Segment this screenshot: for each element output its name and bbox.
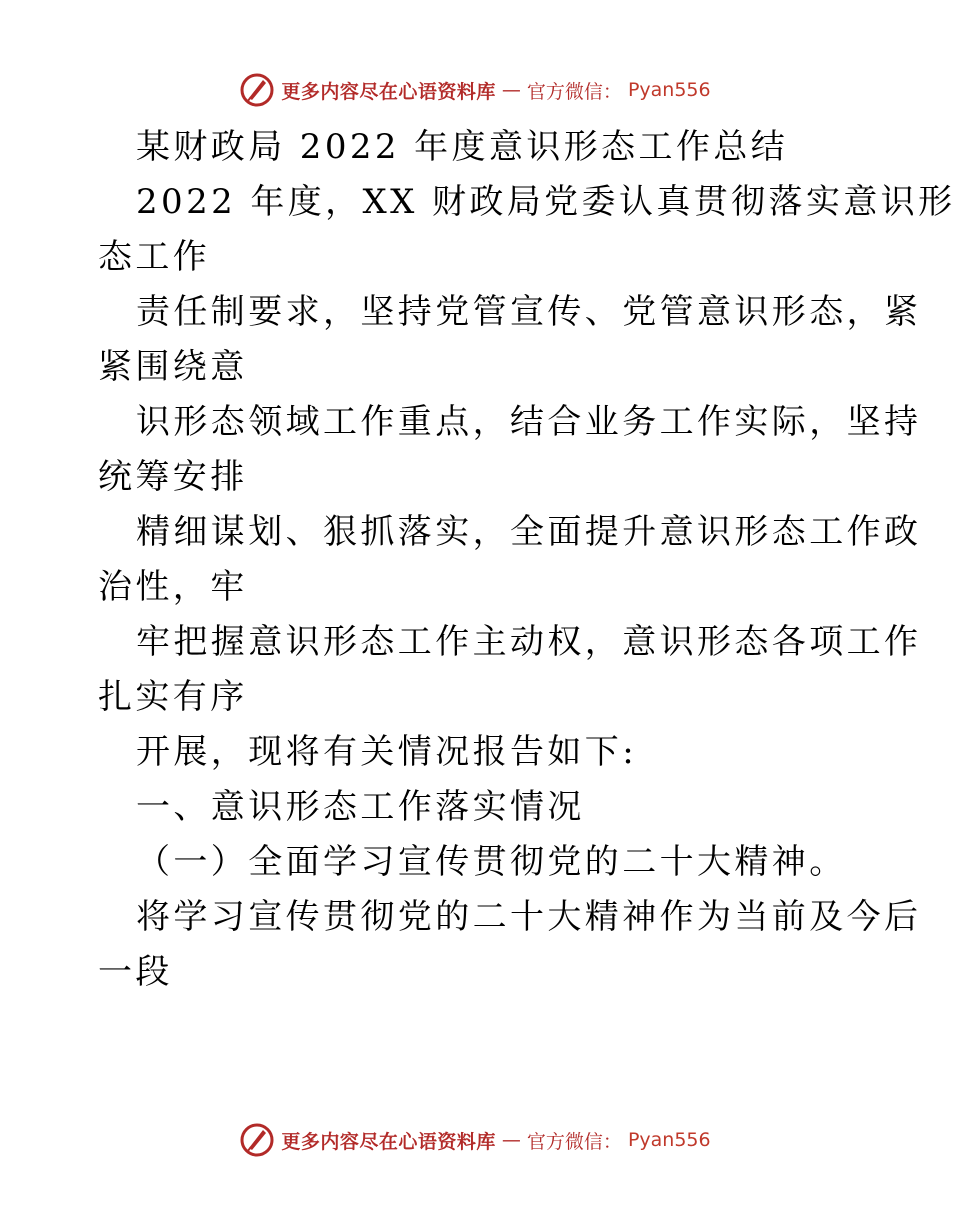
banner-wechat-id: Pyan556 [627, 79, 711, 101]
paragraph-line: 扎实有序 [98, 677, 248, 717]
document-title: 某财政局 2022 年度意识形态工作总结 [136, 127, 789, 167]
banner-slogan: 更多内容尽在心语资料库 [281, 1130, 496, 1153]
quill-pen-logo-icon [239, 1122, 275, 1158]
document-body [98, 120, 956, 1000]
section-heading: 一、意识形态工作落实情况 [136, 787, 585, 827]
paragraph-line: 治性，牢 [98, 567, 248, 607]
banner-slogan: 更多内容尽在心语资料库 [281, 80, 496, 103]
banner-dash: — [501, 79, 521, 101]
paragraph-line: 精细谋划、狠抓落实，全面提升意识形态工作政 [136, 512, 922, 552]
paragraph-line: 牢把握意识形态工作主动权，意识形态各项工作 [136, 622, 922, 662]
paragraph-line: 2022 年度，XX 财政局党委认真贯彻落实意识形 [136, 182, 956, 222]
paragraph-line: 统筹安排 [98, 457, 248, 497]
paragraph-line: 责任制要求，坚持党管宣传、党管意识形态，紧 [136, 292, 922, 332]
banner-wechat-label: 官方微信： [526, 80, 622, 103]
banner-wechat-id: Pyan556 [627, 1129, 711, 1151]
banner-wechat-label: 官方微信： [526, 1130, 622, 1153]
paragraph-line: 开展，现将有关情况报告如下: [136, 732, 638, 772]
paragraph-line: 将学习宣传贯彻党的二十大精神作为当前及今后 [136, 897, 922, 937]
paragraph-line: 态工作 [98, 237, 211, 277]
quill-pen-logo-icon [239, 72, 275, 108]
footer-watermark-banner [0, 1118, 950, 1162]
subsection-heading: （一）全面学习宣传贯彻党的二十大精神。 [136, 842, 847, 882]
paragraph-line: 紧围绕意 [98, 347, 248, 387]
banner-dash: — [501, 1129, 521, 1151]
paragraph-line: 一段 [98, 952, 173, 992]
header-watermark-banner [0, 68, 950, 112]
paragraph-line: 识形态领域工作重点，结合业务工作实际，坚持 [136, 402, 922, 442]
